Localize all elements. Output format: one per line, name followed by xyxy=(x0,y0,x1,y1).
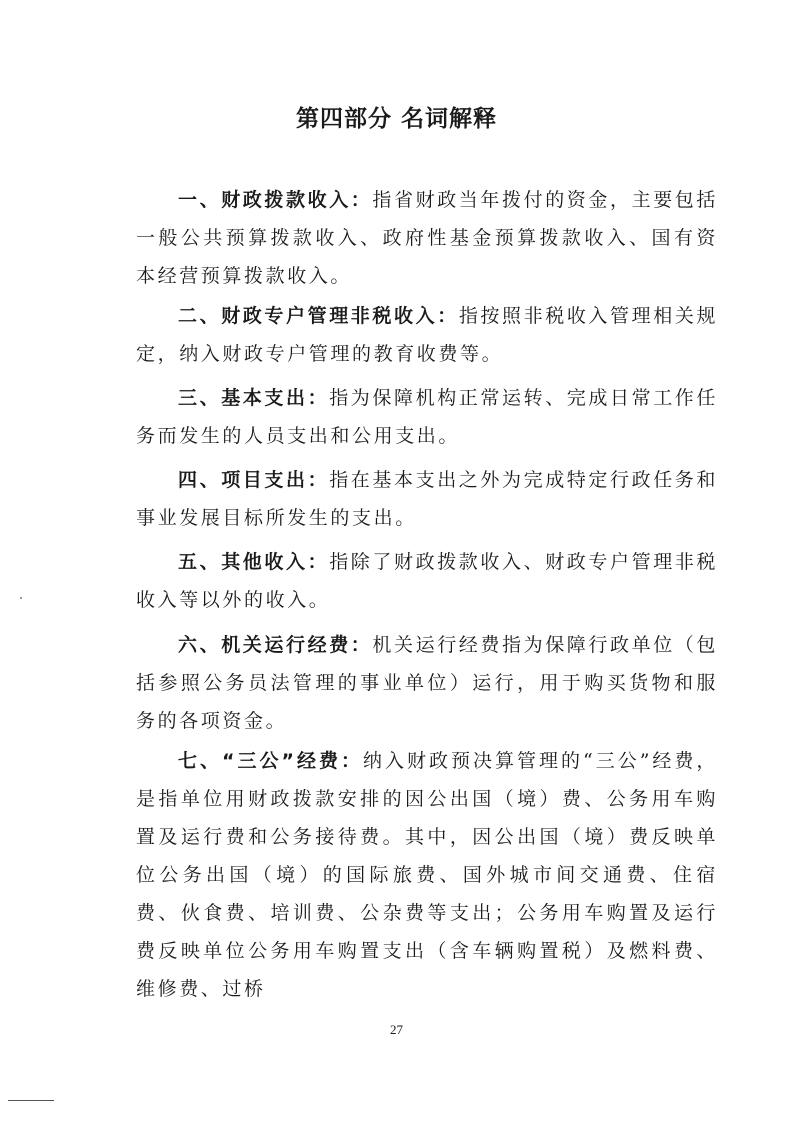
definition-text: 指按照非税收入管理相关规定，纳入财政专户管理的教育收费等。 xyxy=(136,305,719,365)
definition-text: 指省财政当年拨付的资金，主要包括一般公共预算拨款收入、政府性基金预算拨款收入、国有资本经营预算拨款收入。 xyxy=(136,189,719,287)
definition-project-expenditure xyxy=(136,461,718,537)
definition-text: 纳入财政预决算管理的“三公”经费，是指单位用财政拨款安排的因公出国（境）费、公务用车购置及运行费和公务接待费。其中，因公出国（境）费反映单位公务出国（境）的国际旅费、国外城市间交通费、住宿费、伙食费、培训费、公杂费等支出；公务用车购置及运行费反映单位公务用车购置支出（含车辆购置税）及燃料费、维修费、过桥 xyxy=(136,750,719,1000)
definition-text: 指除了财政拨款收入、财政专户管理非税收入等以外的收入。 xyxy=(136,551,719,611)
definition-term: 四、项目支出： xyxy=(178,469,330,491)
definition-term: 一、财政拨款收入： xyxy=(178,189,373,211)
definition-term: 七、“三公”经费： xyxy=(178,750,363,772)
definition-three-public-expenses xyxy=(136,742,718,1008)
definition-term: 六、机关运行经费： xyxy=(178,634,373,656)
scan-edge-mark xyxy=(8,1100,54,1101)
definition-text: 指在基本支出之外为完成特定行政任务和事业发展目标所发生的支出。 xyxy=(136,469,719,529)
definition-basic-expenditure xyxy=(136,379,718,455)
definition-financial-appropriation-income xyxy=(136,181,718,295)
definition-agency-operating-expenses xyxy=(136,626,718,740)
definition-text: 指为保障机构正常运转、完成日常工作任务而发生的人员支出和公用支出。 xyxy=(136,387,719,447)
definition-term: 三、基本支出： xyxy=(178,387,330,409)
definition-special-account-nontax-income xyxy=(136,297,718,373)
definition-term: 五、其他收入： xyxy=(178,551,330,573)
definition-text: 机关运行经费指为保障行政单位（包括参照公务员法管理的事业单位）运行，用于购买货物和服务的各项资金。 xyxy=(136,634,719,732)
page-number: 27 xyxy=(390,1022,403,1037)
definition-term: 二、财政专户管理非税收入： xyxy=(178,305,459,327)
scan-speck xyxy=(20,597,22,599)
definition-other-income xyxy=(136,543,718,619)
page-title: 第四部分 名词解释 xyxy=(295,106,497,132)
